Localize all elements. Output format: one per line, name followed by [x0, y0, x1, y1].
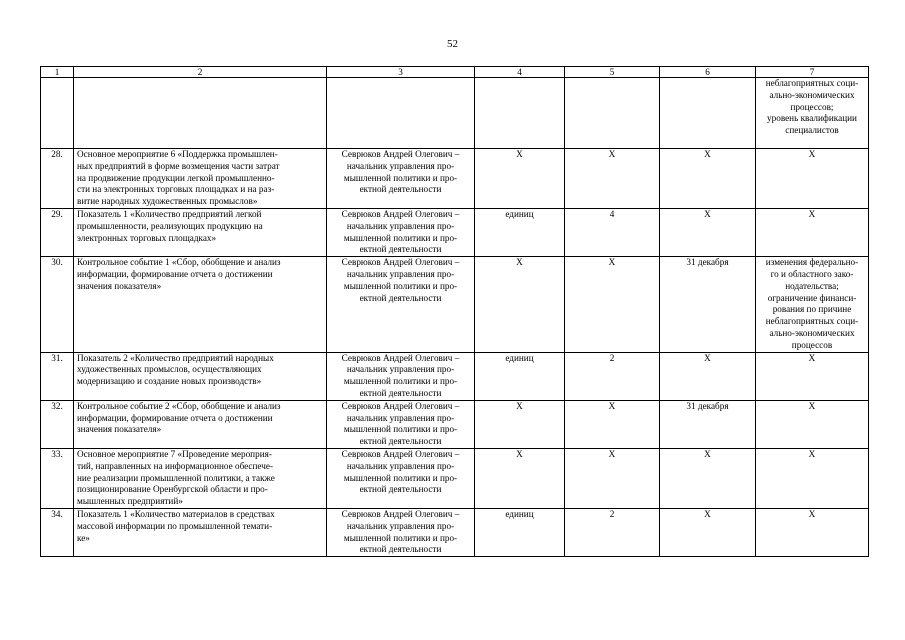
- deadline-cell: [660, 78, 756, 149]
- responsible-person-cell: Севрюков Андрей Олегович – начальник управления про- мышленной политики и про- ектной деятельности: [327, 508, 475, 556]
- unit-of-measure-cell: X: [475, 400, 565, 448]
- indicator-value-cell: X: [565, 149, 660, 209]
- event-name-cell: Показатель 1 «Количество материалов в средствах массовой информации по промышленной темати- ке»: [74, 508, 327, 556]
- event-name-cell: Показатель 2 «Количество предприятий народных художественных промыслов, осуществляющих модернизацию и создание новых производств»: [74, 352, 327, 400]
- table-row: [41, 508, 869, 556]
- indicator-value-cell: 4: [565, 208, 660, 256]
- indicator-value-cell: X: [565, 400, 660, 448]
- risk-description-cell: изменения федерально- го и областного зако- нодательства; ограничение финанси- рования по причине неблагоприятных соци- ально-экономических процессов: [756, 257, 869, 352]
- row-number-cell: [41, 78, 74, 149]
- column-header: 3: [327, 67, 475, 78]
- column-number-row: [41, 67, 869, 78]
- indicator-value-cell: [565, 78, 660, 149]
- column-header: 6: [660, 67, 756, 78]
- plan-table: [40, 66, 869, 557]
- indicator-value-cell: 2: [565, 508, 660, 556]
- risk-description-cell: X: [756, 508, 869, 556]
- unit-of-measure-cell: [475, 78, 565, 149]
- event-name-cell: Показатель 1 «Количество предприятий легкой промышленности, реализующих продукцию на электронных торговых площадках»: [74, 208, 327, 256]
- unit-of-measure-cell: единиц: [475, 208, 565, 256]
- table-row: [41, 448, 869, 508]
- row-number-cell: 28.: [41, 149, 74, 209]
- page-number: 52: [447, 38, 458, 50]
- column-header: 5: [565, 67, 660, 78]
- risk-description-cell: X: [756, 208, 869, 256]
- table-row: [41, 352, 869, 400]
- column-header: 1: [41, 67, 74, 78]
- row-number-cell: 31.: [41, 352, 74, 400]
- responsible-person-cell: Севрюков Андрей Олегович – начальник управления про- мышленной политики и про- ектной деятельности: [327, 257, 475, 352]
- risk-description-cell: X: [756, 352, 869, 400]
- column-header: 4: [475, 67, 565, 78]
- column-header: 2: [74, 67, 327, 78]
- responsible-person-cell: Севрюков Андрей Олегович – начальник управления про- мышленной политики и про- ектной деятельности: [327, 149, 475, 209]
- row-number-cell: 34.: [41, 508, 74, 556]
- table-row: [41, 208, 869, 256]
- row-number-cell: 32.: [41, 400, 74, 448]
- responsible-person-cell: [327, 78, 475, 149]
- deadline-cell: 31 декабря: [660, 400, 756, 448]
- unit-of-measure-cell: X: [475, 257, 565, 352]
- responsible-person-cell: Севрюков Андрей Олегович – начальник управления про- мышленной политики и про- ектной деятельности: [327, 448, 475, 508]
- risk-description-cell: X: [756, 448, 869, 508]
- responsible-person-cell: Севрюков Андрей Олегович – начальник управления про- мышленной политики и про- ектной деятельности: [327, 400, 475, 448]
- unit-of-measure-cell: единиц: [475, 352, 565, 400]
- event-name-cell: Контрольное событие 2 «Сбор, обобщение и анализ информации, формирование отчета о достижении значения показателя»: [74, 400, 327, 448]
- event-name-cell: Контрольное событие 1 «Сбор, обобщение и анализ информации, формирование отчета о достижении значения показателя»: [74, 257, 327, 352]
- event-name-cell: Основное мероприятие 7 «Проведение мероприя- тий, направленных на информационное обеспече- ние реализации промышленной политики, а также позиционирование Оренбургской области и про- мышленных предприятий»: [74, 448, 327, 508]
- deadline-cell: X: [660, 208, 756, 256]
- table-row: [41, 149, 869, 209]
- deadline-cell: X: [660, 149, 756, 209]
- responsible-person-cell: Севрюков Андрей Олегович – начальник управления про- мышленной политики и про- ектной деятельности: [327, 208, 475, 256]
- risk-description-cell: X: [756, 400, 869, 448]
- event-name-cell: Основное мероприятие 6 «Поддержка промышлен- ных предприятий в форме возмещения части затрат на продвижение продукции легкой промышленно- сти на электронных торговых площадках и на раз- витие народных художественных промыслов»: [74, 149, 327, 209]
- responsible-person-cell: Севрюков Андрей Олегович – начальник управления про- мышленной политики и про- ектной деятельности: [327, 352, 475, 400]
- deadline-cell: 31 декабря: [660, 257, 756, 352]
- indicator-value-cell: X: [565, 448, 660, 508]
- table-row: [41, 257, 869, 352]
- risk-description-cell: X: [756, 149, 869, 209]
- event-name-cell: [74, 78, 327, 149]
- row-number-cell: 33.: [41, 448, 74, 508]
- deadline-cell: X: [660, 508, 756, 556]
- unit-of-measure-cell: X: [475, 448, 565, 508]
- unit-of-measure-cell: единиц: [475, 508, 565, 556]
- row-number-cell: 29.: [41, 208, 74, 256]
- indicator-value-cell: 2: [565, 352, 660, 400]
- unit-of-measure-cell: X: [475, 149, 565, 209]
- deadline-cell: X: [660, 448, 756, 508]
- indicator-value-cell: X: [565, 257, 660, 352]
- row-number-cell: 30.: [41, 257, 74, 352]
- column-header: 7: [756, 67, 869, 78]
- risk-description-cell: неблагоприятных соци- ально-экономических процессов; уровень квалификации специалистов: [756, 78, 869, 149]
- table-row: [41, 78, 869, 149]
- table-row: [41, 400, 869, 448]
- deadline-cell: X: [660, 352, 756, 400]
